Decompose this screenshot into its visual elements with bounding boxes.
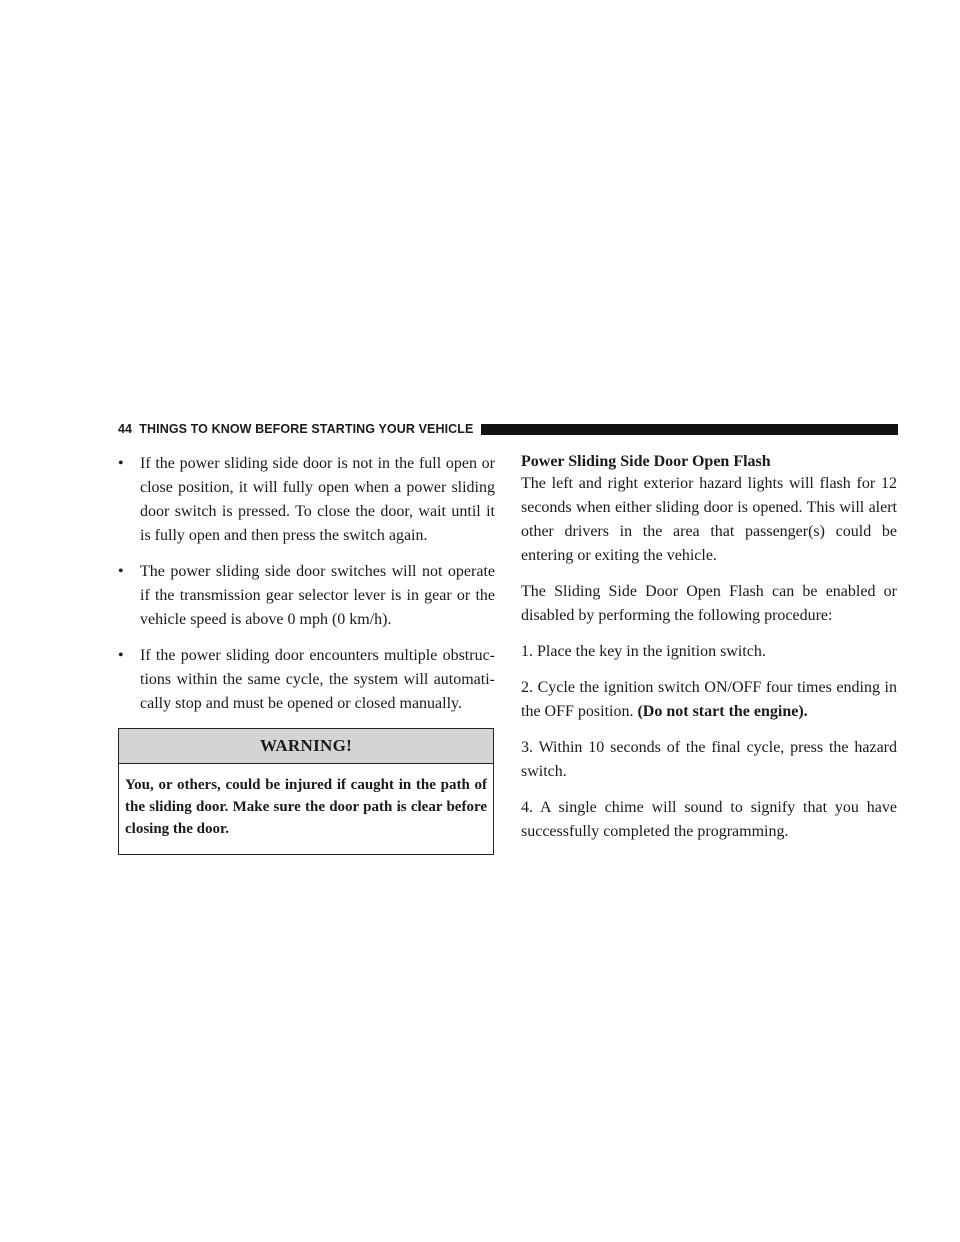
warning-box: [118, 728, 494, 855]
intro-paragraph: The left and right exterior hazard lights will flash for 12 seconds when either sliding door is opened. This will alert other drivers in the area that passenger(s) could be entering or exiting the vehicle.: [521, 475, 897, 564]
bullet-item: [118, 644, 495, 716]
page-number: 44: [118, 422, 133, 436]
bullet-text: If the power sliding door encounters multiple obstruc-tions within the same cycle, the system will automati-cally stop and must be opened or closed manually.: [140, 647, 495, 712]
step-2-text: 2. Cycle the ignition switch ON/OFF four times ending in the OFF position.: [521, 679, 897, 720]
bullet-icon: •: [118, 647, 124, 664]
step-3: 3. Within 10 seconds of the final cycle, press the hazard switch.: [521, 739, 897, 780]
step-4: 4. A single chime will sound to signify that you have successfully completed the programming.: [521, 799, 897, 840]
step-2: [521, 676, 897, 724]
bullet-icon: •: [118, 455, 124, 472]
bullet-icon: •: [118, 563, 124, 580]
page-header: [118, 418, 898, 440]
header-label: [118, 422, 481, 436]
chapter-title: THINGS TO KNOW BEFORE STARTING YOUR VEHICLE: [139, 422, 474, 436]
warning-body: You, or others, could be injured if caught in the path of the sliding door. Make sure the door path is clear before closing the door.: [125, 777, 487, 837]
procedure-intro: The Sliding Side Door Open Flash can be enabled or disabled by performing the following procedure:: [521, 583, 897, 624]
header-rule: [481, 424, 898, 435]
bullet-text: The power sliding side door switches will not operate if the transmission gear selector lever is in gear or the vehicle speed is above 0 mph (0 km/h).: [140, 563, 495, 628]
bullet-text: If the power sliding side door is not in the full open or close position, it will fully open when a power sliding door switch is pressed. To close the door, wait until it is fully open and then press the switch again.: [140, 455, 495, 544]
warning-title: WARNING!: [119, 729, 493, 764]
left-column: [118, 452, 495, 855]
step-1: 1. Place the key in the ignition switch.: [521, 643, 766, 660]
section-heading: Power Sliding Side Door Open Flash: [521, 453, 771, 470]
step-2-bold: (Do not start the engine).: [637, 703, 808, 720]
bullet-item: [118, 452, 495, 548]
right-column: [521, 452, 897, 856]
bullet-item: [118, 560, 495, 632]
